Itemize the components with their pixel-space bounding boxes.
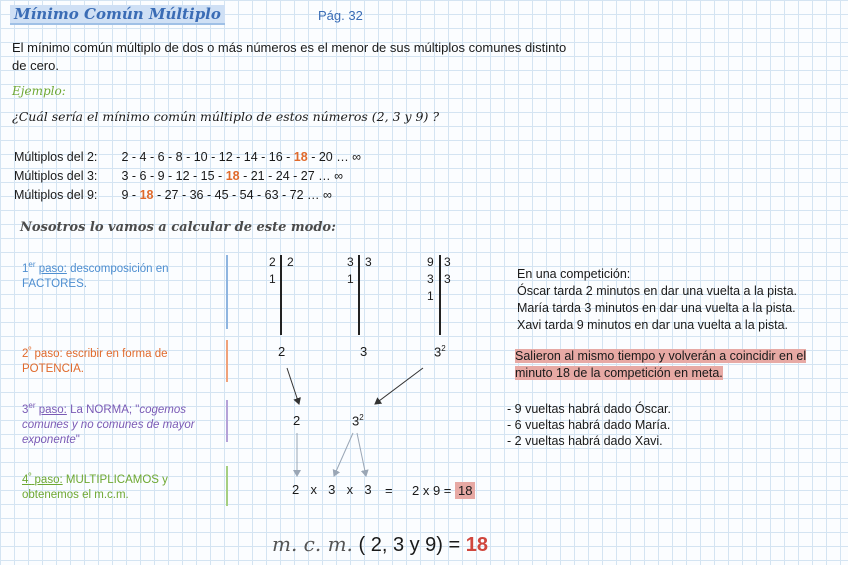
page-title: Mínimo Común Múltiplo — [10, 5, 225, 23]
page-number: Pág. 32 — [318, 8, 363, 23]
arrow-9-down — [375, 368, 423, 404]
result-box: 18 — [455, 482, 475, 499]
story-text: En una competición: Óscar tarda 2 minutos en dar una vuelta a la pista. María tarda 3 minutos en dar una vuelta a la pista. Xavi tarda 9 minutos en dar una vuelta a la pista. — [517, 267, 798, 332]
power-2: 2 — [278, 344, 286, 359]
arrow-3-product-b — [357, 433, 366, 476]
final-mcm: m. c. m. ( 2, 3 y 9) = 18 — [272, 532, 489, 556]
step-3: 3er paso: La NORMA; "cogemos comunes y no comunes de mayor exponente" — [22, 401, 195, 446]
multiples-row-3: Múltiplos del 3: 3 - 6 - 9 - 12 - 15 - 18 - 21 - 24 - 27 … ∞ — [14, 169, 344, 183]
example-label: Ejemplo: — [12, 84, 66, 98]
story-highlight: Salieron al mismo tiempo y volverán a coincidir en el minuto 18 de la competición en meta. — [515, 349, 807, 380]
multiples-row-9: Múltiplos del 9: 9 - 18 - 27 - 36 - 45 - 54 - 63 - 72 … ∞ — [14, 188, 332, 202]
definition-text: El mínimo común múltiplo de dos o más números es el menor de sus múltiplos comunes distinto de cero. — [12, 40, 567, 73]
step-1: 1er paso: descomposición en FACTORES. — [22, 260, 169, 290]
laps-list: - 9 vueltas habrá dado Óscar. - 6 vueltas habrá dado María. - 2 vueltas habrá dado Xavi. — [507, 402, 671, 448]
step-2: $2^º$ paso: escribir en forma de POTENCIA. — [22, 345, 168, 375]
arrow-3-product-a — [334, 433, 353, 476]
power-3: 3 — [360, 344, 368, 359]
power-9: $3^2$ — [434, 344, 446, 360]
product-result: 2 x 9 = 18 — [412, 483, 475, 498]
equals-sign: = — [385, 483, 393, 498]
selected-factor-3sq: $3^2$ — [352, 413, 364, 429]
question-text: ¿Cuál sería el mínimo común múltiplo de estos números (2, 3 y 9) ? — [12, 109, 440, 124]
step-4: $4^º$ paso: MULTIPLICAMOS y obtenemos el m.c.m. — [22, 471, 168, 501]
multiples-row-2: Múltiplos del 2: 2 - 4 - 6 - 8 - 10 - 12 - 14 - 16 - 18 - 20 … ∞ — [14, 150, 362, 164]
selected-factor-2: 2 — [293, 413, 301, 428]
method-heading: Nosotros lo vamos a calcular de este modo: — [20, 220, 336, 235]
arrow-2-down — [287, 368, 299, 404]
product-expression: 2 x 3 x 3 — [292, 482, 372, 497]
